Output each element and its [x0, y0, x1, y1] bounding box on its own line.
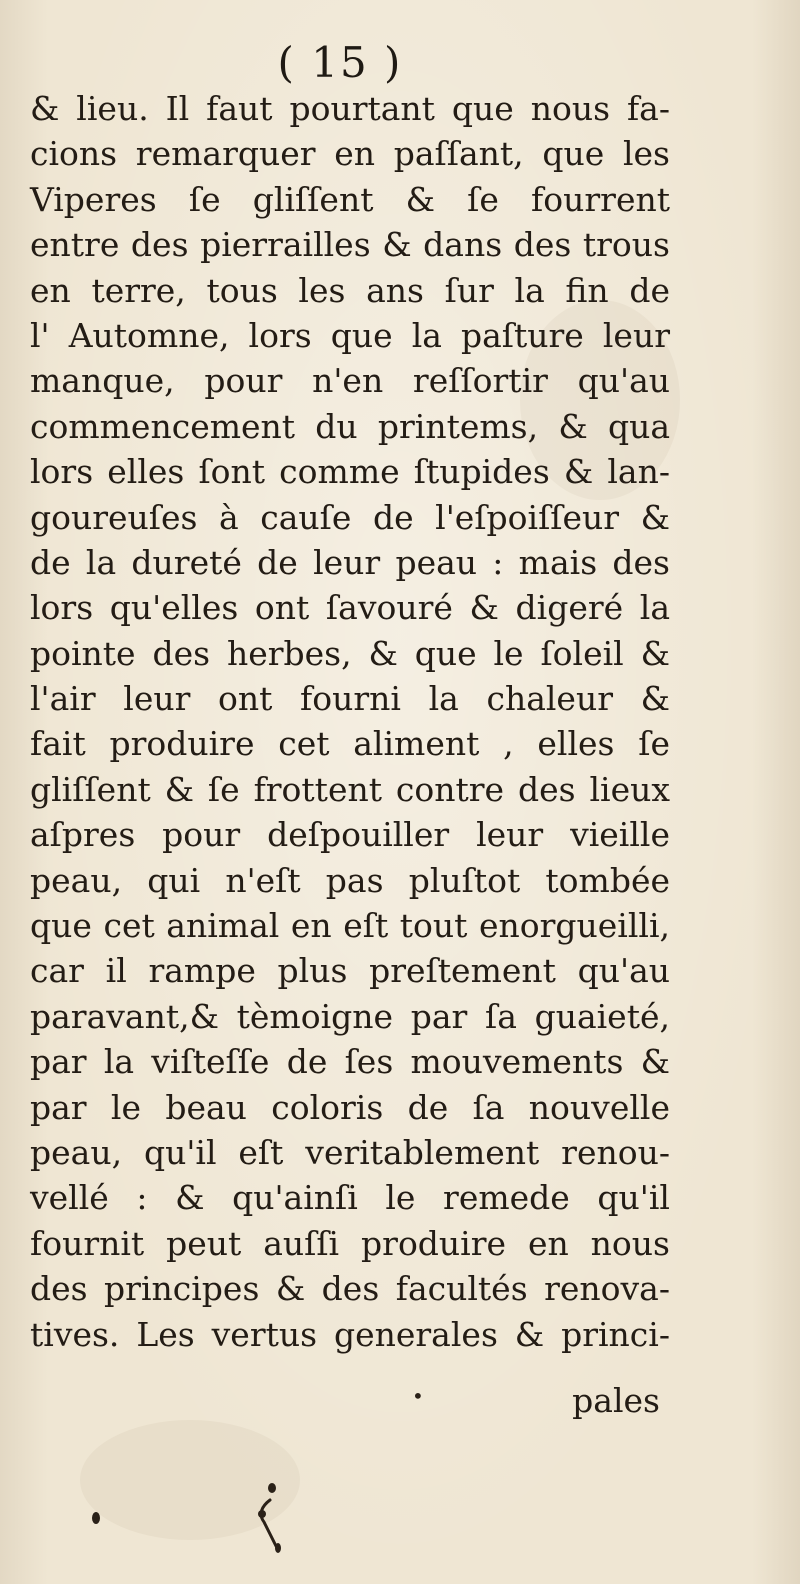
text-line: manque, pour n'en reſſortir qu'au: [30, 361, 670, 401]
text-line: Viperes ſe gliſſent & ſe fourrent: [30, 179, 670, 219]
text-line: pointe des herbes, & que le ſoleil &: [30, 633, 670, 673]
text-line: tives. Les vertus generales & princi-: [30, 1314, 670, 1354]
ink-marks: [0, 1470, 800, 1584]
text-line: goureuſes à cauſe de l'eſpoiſſeur &: [30, 497, 670, 537]
text-line: vellé : & qu'ainſi le remede qu'il: [30, 1178, 670, 1218]
text-line: gliſſent & ſe frottent contre des lieux: [30, 769, 670, 809]
text-line: par le beau coloris de ſa nouvelle: [30, 1087, 670, 1127]
text-line: entre des pierrailles & dans des trous: [30, 225, 670, 265]
text-line: fait produire cet aliment , elles ſe: [30, 724, 670, 764]
text-line: de la dureté de leur peau : mais des: [30, 542, 670, 582]
body-text: [30, 86, 670, 1357]
text-line: par la viſteſſe de ſes mouvements &: [30, 1042, 670, 1082]
text-line: lors elles ſont comme ſtupides & lan-: [30, 452, 670, 492]
text-line: l' Automne, lors que la paſture leur: [30, 315, 670, 355]
catchword-row: [30, 1378, 670, 1424]
text-line: commencement du printems, & qua: [30, 406, 670, 446]
text-line: en terre, tous les ans ſur la fin de: [30, 270, 670, 310]
printer-mark: •: [412, 1384, 424, 1408]
ink-smudge-left: [92, 1512, 100, 1524]
text-line: peau, qui n'eſt pas pluſtot tombée: [30, 860, 670, 900]
text-line: que cet animal en eſt tout enorgueilli,: [30, 906, 670, 946]
text-line: car il rampe plus preſtement qu'au: [30, 951, 670, 991]
text-line: peau, qu'il eſt veritablement renou-: [30, 1132, 670, 1172]
text-line: fournit peut auſſi produire en nous: [30, 1223, 670, 1263]
text-line: cions remarquer en paſſant, que les: [30, 134, 670, 174]
text-line: l'air leur ont fourni la chaleur &: [30, 679, 670, 719]
text-line: & lieu. Il faut pourtant que nous fa-: [30, 89, 670, 128]
text-line: aſpres pour deſpouiller leur vieille: [30, 815, 670, 855]
page-number: ( 15 ): [277, 38, 403, 87]
text-line: des principes & des facultés renova-: [30, 1269, 670, 1309]
catchword: pales: [572, 1381, 660, 1420]
text-line: lors qu'elles ont ſavouré & digeré la: [30, 588, 670, 628]
ink-smudge-right: [258, 1483, 281, 1553]
text-line: paravant,& tèmoigne par ſa guaieté,: [30, 996, 670, 1036]
